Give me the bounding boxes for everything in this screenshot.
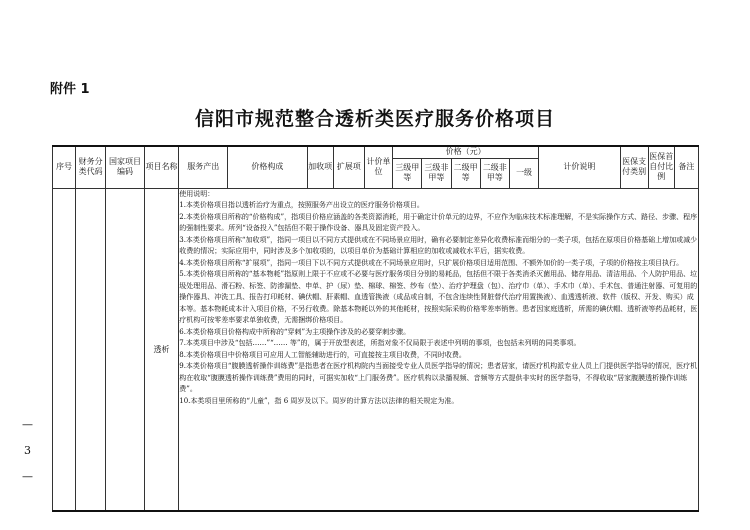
header-grade1: 一级 xyxy=(509,158,538,188)
header-pricing-unit: 计价单位 xyxy=(364,146,392,188)
usage-notes xyxy=(179,188,699,511)
header-nat-code: 国家项目编码 xyxy=(106,146,145,188)
note-line: 7.本类项目中涉及“包括……”“…… 等”的，属于开放型表述，所指对象不仅局限于表述中列明的事项，也包括未列明的同类事项。 xyxy=(179,339,581,347)
note-line: 2.本类价格项目所称的“价格构成”，指项目价格应涵盖的各类资源消耗，用于确定计价单元的边界，不应作为临床技术标准理解，不是实际操作方式、路径、步骤、程序的强制性要求。所列“设备投入”包括但不限于操作设备、器具及固定资产投入。 xyxy=(179,212,698,232)
cell-fin-code xyxy=(75,188,105,511)
page-number: — 3 — xyxy=(21,418,34,483)
header-self-pay-ratio: 医保首自付比例 xyxy=(648,146,674,188)
note-line: 10.本类项目里所称的“儿童”，指 6 周岁及以下。周岁的计算方法以法律的相关规定为准。 xyxy=(179,396,459,405)
header-grade2-a: 二级甲等 xyxy=(451,158,480,188)
header-price-group: 价格（元） xyxy=(393,146,539,158)
note-line: 6.本类价格项目价格构成中所称的“穿刺”为主项操作涉及的必要穿刺步骤。 xyxy=(179,327,411,336)
note-line: 4.本类价格项目所称“扩展项”，指同一项目下以不同方式提供或在不同场景应用时，只扩展价格项目适用范围、不额外加价的一类子项，子项的价格按主项目执行。 xyxy=(179,258,684,267)
header-seq: 序号 xyxy=(53,146,76,188)
page-title: 信阳市规范整合透析类医疗服务价格项目 xyxy=(194,108,555,130)
price-table xyxy=(52,145,699,512)
cell-seq xyxy=(53,188,76,511)
table-row xyxy=(53,188,699,511)
header-item-name: 项目名称 xyxy=(144,146,178,188)
header-grade3-a: 三级甲等 xyxy=(393,158,422,188)
header-remarks: 备注 xyxy=(674,146,698,188)
header-service-output: 服务产出 xyxy=(179,146,228,188)
header-price-composition: 价格构成 xyxy=(228,146,307,188)
note-line: 1.本类价格项目指以透析治疗为重点，按照服务产出设立的医疗服务价格项目。 xyxy=(179,201,424,209)
note-line: 3.本类价格项目所称“加收项”，指同一项目以不同方式提供或在不同场景应用时，确有必要制定差异化收费标准而细分的一类子项，包括在原项目价格基础上增加或减少收费的情况；实际应用中，同时涉及多个加收项的，以项目单价为基础计算相应的加收或减收水平后，据实收费。 xyxy=(179,235,698,255)
header-ext-item: 扩展项 xyxy=(333,146,364,188)
header-add-item: 加收项 xyxy=(307,146,333,188)
cell-item-name: 透析 xyxy=(144,188,178,511)
cell-nat-code xyxy=(106,188,145,511)
header-insurance-class: 医保支付类别 xyxy=(620,146,648,188)
note-line: 使用说明： xyxy=(179,189,215,198)
header-pricing-note: 计价说明 xyxy=(539,146,620,188)
header-grade3-nona: 三级非甲等 xyxy=(422,158,451,188)
header-grade2-nona: 二级非甲等 xyxy=(480,158,509,188)
attachment-label: 附件 1 xyxy=(50,82,90,97)
note-line: 8.本类价格项目中价格项目可应用人工智能辅助进行的，可直接按主项目收费，不同时收费。 xyxy=(179,350,466,359)
note-line: 5.本类价格项目所称的“基本物耗”指原则上限于不应或不必要与医疗服务项目分别的易耗品，包括但不限于各类消杀灭菌用品、储存用品、清洁用品、个人防护用品、垃圾处理用品、滑石粉、标签、防渗漏垫、申单、护（尿）垫、棉球、棉签、纱布（垫）、治疗护理盘（包）、治疗巾（单）、手术巾（单）、手术包、普通注射器、可复用的操作器具、冲洗工具、报告打印耗材、碘伏帽、肝素帽、血透管换液（成品或自制，不包含连续性肾脏替代治疗用置换液）、血透透析液、软件（版权、开发、购买）成本等。基本物耗成本计入项目价格，不另行收费。除基本物耗以外的其他耗材，按照实际采购价格零差率销售。患者因家庭透析，所需的碘伏帽、透析液等药品耗材，医疗机构可按零差率要求单独收费，无需捆绑价格项目。 xyxy=(179,270,698,324)
note-line: 9.本类价格项目“腹膜透析操作训练费”是指患者在医疗机构院内当面接受专业人员医学指导的情况；患者居家，请医疗机构派专业人员上门提供医学指导的情况，医疗机构在收取“腹膜透析操作训练费”费用的同时，可据实加收“上门服务费”。医疗机构以录播视频、音频等方式提供非实时的医学指导，不得收取“居家腹膜透析操作训练费”。 xyxy=(179,362,698,393)
header-fin-code: 财务分类代码 xyxy=(75,146,105,188)
